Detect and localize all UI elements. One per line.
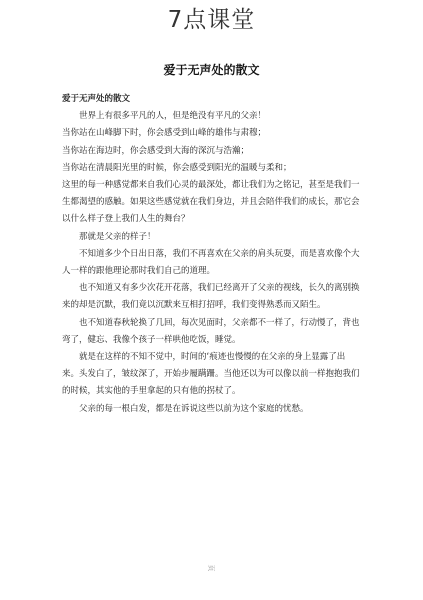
document-title: 爱于无声处的散文 [163,63,260,77]
paragraph-6: 那就是父亲的样子！ [79,231,156,242]
paragraph-5: 这里的每一种感觉都来自我们心灵的最深处，都让我们为之铭记，甚至是我们一生都渴望的感触。如果这些感觉就在我们身边，并且会陪伴我们的成长，那它会以什么样子登上我们人生的舞台？ [62,180,360,225]
page-number: 页 [207,564,215,572]
paragraph-4: 当你站在清晨阳光里的时候，你会感受到阳光的温暖与柔和； [62,162,292,173]
paragraph-1: 世界上有很多平凡的人，但是绝没有平凡的父亲！ [79,111,267,122]
document-subtitle: 爱于无声处的散文 [62,94,131,104]
paragraph-2: 当你站在山峰脚下时，你会感受到山峰的雄伟与肃穆； [62,128,267,139]
paragraph-7: 不知道多少个日出日落，我们不再喜欢在父亲的肩头玩耍，而是喜欢像个大人一样的跟他理论那时我们自己的道理。 [62,248,360,277]
watermark-title: 7点课堂 [167,7,256,33]
paragraph-8: 也不知道又有多少次花开花落，我们已经离开了父亲的视线，长久的离别换来的却是沉默，我们竟以沉默来互相打招呼，我们变得熟悉而又陌生。 [62,283,360,311]
paragraph-10: 就是在这样的不知不觉中，时间的‘痕迹也慢慢的在父亲的身上显露了出来。头发白了，皱纹深了，开始步履蹒跚。当他还以为可以像以前一样抱抱我们的时候，其实他的手里拿起的只有他的拐杖了。 [62,352,360,397]
paragraph-11: 父亲的每一根白发，都是在诉说这些以前为这个家庭的忧愁。 [79,403,309,414]
paragraph-3: 当你站在海边时，你会感受到大海的深沉与浩瀚； [62,145,250,156]
document-body [62,91,362,418]
paragraph-9: 也不知道春秋轮换了几回，每次见面时，父亲都不一样了，行动慢了，背也弯了，健忘、我像个孩子一样哄他吃饭，睡觉。 [62,317,360,345]
